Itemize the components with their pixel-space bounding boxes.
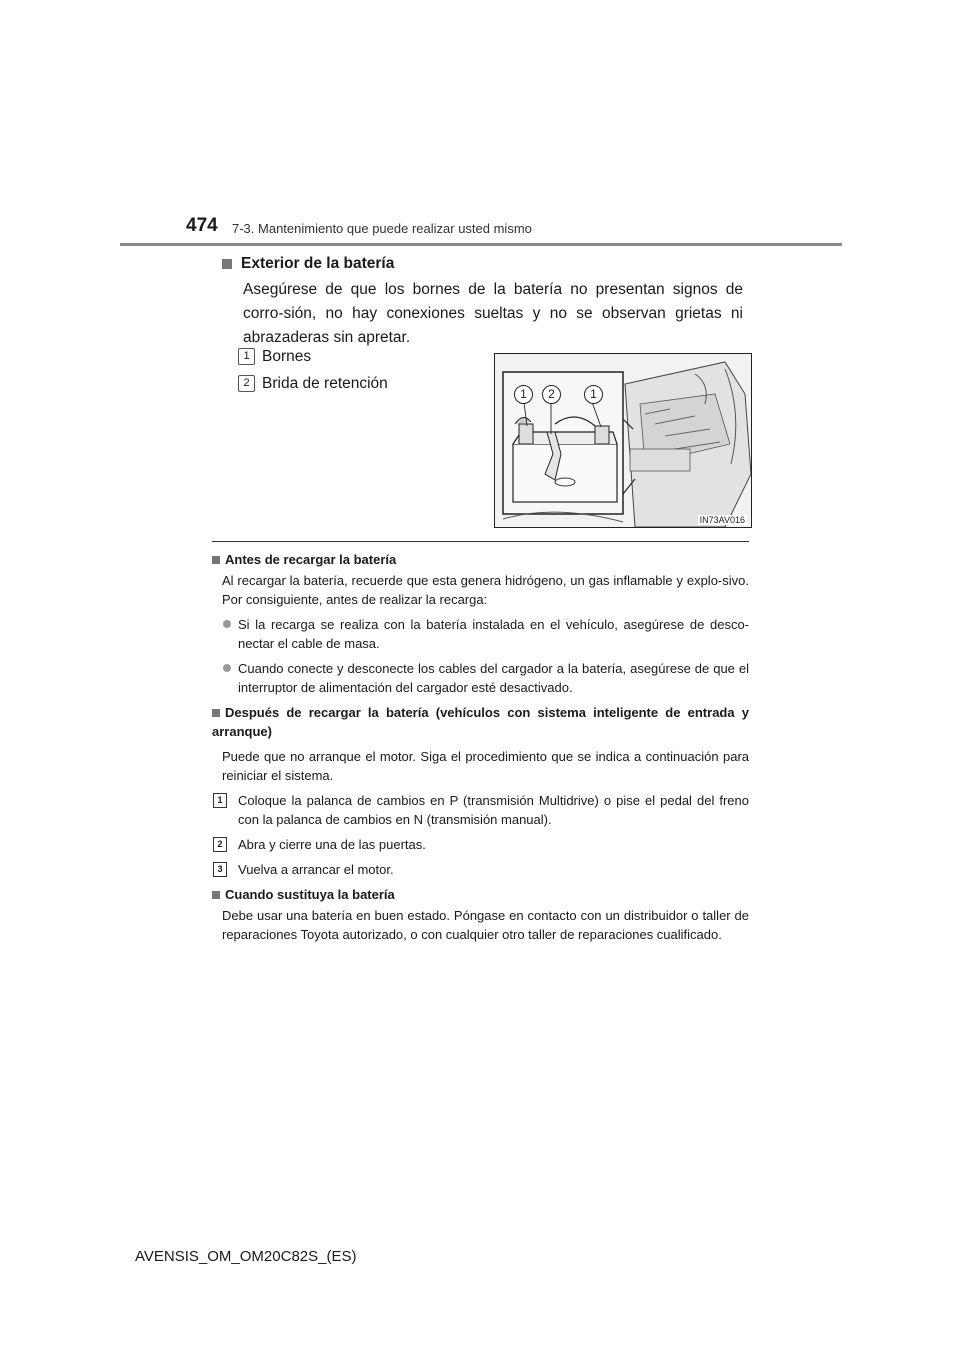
- note-title: Cuando sustituya la batería: [212, 885, 749, 904]
- figure-label: 2: [542, 385, 561, 404]
- section-body: Asegúrese de que los bornes de la batería no presentan signos de corro-sión, no hay conexiones sueltas y no se observan grietas ni abrazaderas sin apretar.: [243, 281, 743, 346]
- callout-bornes: [238, 348, 311, 366]
- note-title: Antes de recargar la batería: [212, 550, 749, 569]
- step-item: 1 Coloque la palanca de cambios en P (transmisión Multidrive) o pise el pedal del freno con la palanca de cambios en N (transmisión manual).: [212, 791, 749, 829]
- battery-drawing: [495, 354, 751, 527]
- callout-number: 1: [238, 348, 255, 365]
- note-title: Después de recargar la batería (vehículos con sistema inteligente de entrada y arranque): [212, 705, 749, 739]
- battery-illustration: [494, 353, 752, 528]
- section-title: [222, 255, 394, 273]
- bullet-dot-icon: [223, 620, 231, 628]
- header-divider: [120, 243, 842, 246]
- section-square-icon: [222, 259, 232, 269]
- step-item: 3 Vuelva a arrancar el motor.: [212, 860, 749, 879]
- note-square-icon: [212, 556, 220, 564]
- callout-label: Brida de retención: [262, 375, 388, 392]
- callout-brida: [238, 375, 388, 393]
- notes-divider: [212, 541, 749, 542]
- figure-label: 1: [514, 385, 533, 404]
- step-item: 2 Abra y cierre una de las puertas.: [212, 835, 749, 854]
- step-number: 1: [213, 793, 227, 808]
- callout-label: Bornes: [262, 348, 312, 365]
- note-square-icon: [212, 891, 220, 899]
- note-body: Debe usar una batería en buen estado. Póngase en contacto con un distribuidor o taller de reparaciones Toyota autorizado, o con cualquier otro taller de reparaciones cualificado.: [222, 908, 749, 942]
- notes-section: [212, 550, 749, 944]
- step-number: 2: [213, 837, 227, 852]
- note-square-icon: [212, 709, 220, 717]
- callout-number: 2: [238, 375, 255, 392]
- page-number: 474: [186, 215, 218, 236]
- chapter-title: 7-3. Mantenimiento que puede realizar usted mismo: [232, 221, 532, 236]
- note-body: Puede que no arranque el motor. Siga el procedimiento que se indica a continuación para reiniciar el sistema.: [222, 749, 749, 783]
- note-bullet: Cuando conecte y desconecte los cables del cargador a la batería, asegúrese de que el interruptor de alimentación del cargador esté desactivado.: [212, 659, 749, 697]
- note-bullet: Si la recarga se realiza con la batería instalada en el vehículo, asegúrese de desco-nectar el cable de masa.: [212, 615, 749, 653]
- footer-doc-code: AVENSIS_OM_OM20C82S_(ES): [135, 1248, 357, 1265]
- bullet-dot-icon: [223, 664, 231, 672]
- step-number: 3: [213, 862, 227, 877]
- section-title-text: Exterior de la batería: [241, 255, 395, 272]
- figure-code: IN73AV016: [699, 515, 745, 525]
- figure-label: 1: [584, 385, 603, 404]
- note-body: Al recargar la batería, recuerde que esta genera hidrógeno, un gas inflamable y explo-sivo. Por consiguiente, antes de realizar la recarga:: [222, 573, 749, 607]
